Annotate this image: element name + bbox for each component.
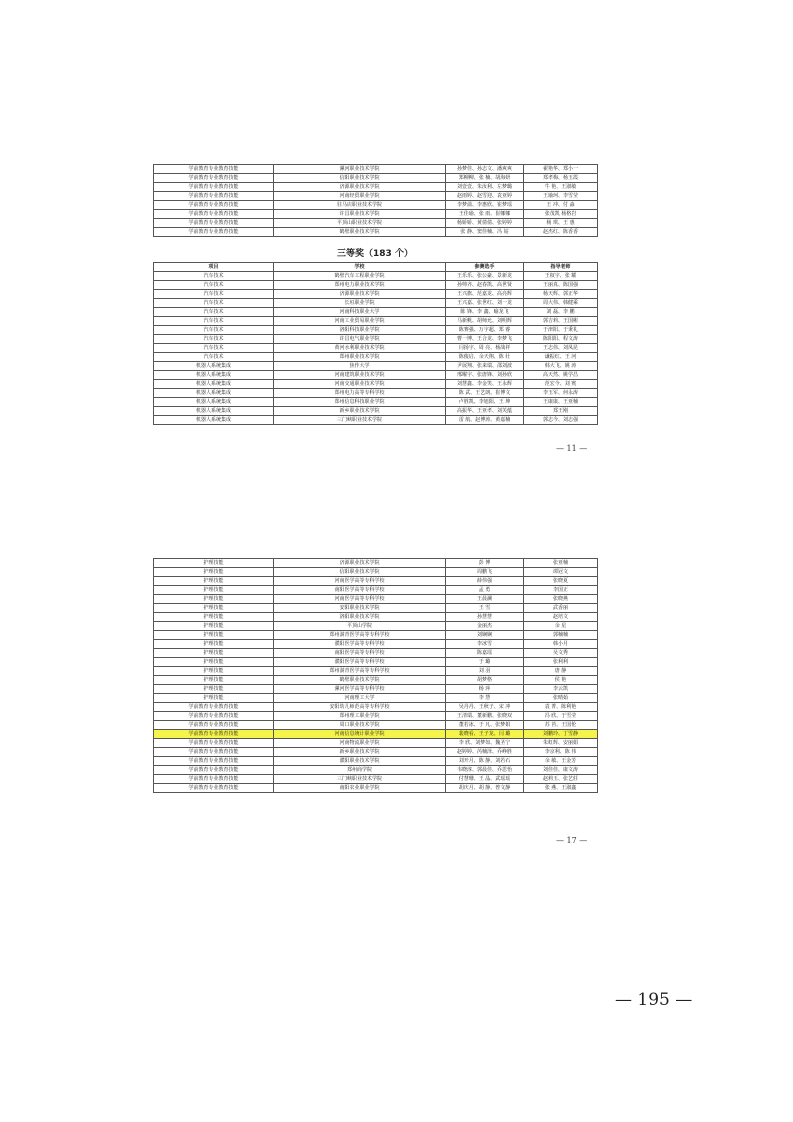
cell-project: 汽车技术 [154, 272, 274, 281]
cell-instructors: 赵杰红、陈香香 [524, 228, 598, 237]
cell-school: 焦作大学 [274, 362, 446, 371]
cell-instructors: 张晓燕 [524, 595, 598, 604]
cell-instructors: 朱虹辉、安丽娟 [524, 739, 598, 748]
cell-instructors: 郭吉莉、王国彬 [524, 317, 598, 326]
cell-instructors: 牛 艳、王淑敏 [524, 183, 598, 192]
cell-project: 学前教育专业教育技能 [154, 228, 274, 237]
table-row [154, 622, 598, 631]
table-row [154, 165, 598, 174]
cell-instructors: 谭冠文 [524, 568, 598, 577]
table-row [154, 586, 598, 595]
cell-school: 周口职业技术学院 [274, 721, 446, 730]
cell-instructors: 余 敏、王金芳 [524, 757, 598, 766]
cell-contestants: 董若冰、于 凡、张梦娟 [446, 721, 524, 730]
cell-school: 新乡职业技术学院 [274, 407, 446, 416]
table-row [154, 290, 598, 299]
table-row [154, 658, 598, 667]
cell-contestants: 刘壹壹、朱汝利、左梦璐 [446, 183, 524, 192]
cell-project: 护理技能 [154, 649, 274, 658]
table-row [154, 721, 598, 730]
table-header-row [154, 263, 598, 272]
cell-school: 鹤壁职业技术学院 [274, 228, 446, 237]
table-row [154, 353, 598, 362]
cell-project: 护理技能 [154, 595, 274, 604]
cell-project: 学前教育专业教育技能 [154, 730, 274, 739]
header-project: 项目 [154, 263, 274, 272]
cell-school: 河南科技职业大学 [274, 308, 446, 317]
table-row [154, 730, 598, 739]
table-row [154, 748, 598, 757]
table-row [154, 712, 598, 721]
cell-instructors: 苏 苔、王国伦 [524, 721, 598, 730]
cell-contestants: 陈嘉瑶 [446, 649, 524, 658]
cell-project: 机器人系统集成 [154, 389, 274, 398]
cell-instructors: 李京利、陈 伟 [524, 748, 598, 757]
cell-school: 信阳职业技术学院 [274, 568, 446, 577]
cell-instructors: 王志伟、刘凤昆 [524, 344, 598, 353]
cell-project: 护理技能 [154, 685, 274, 694]
table-row [154, 568, 598, 577]
cell-contestants: 孙梦佳、孙志文、潘爽爽 [446, 165, 524, 174]
cell-school: 南阳医学高等专科学校 [274, 586, 446, 595]
cell-contestants: 陈 武、王艺朗、崔博文 [446, 389, 524, 398]
cell-school: 河南医学高等专科学校 [274, 595, 446, 604]
cell-school: 漯河医学高等专科学校 [274, 685, 446, 694]
cell-school: 黄河水利职业技术学院 [274, 344, 446, 353]
cell-school: 南阳医学高等专科学校 [274, 649, 446, 658]
cell-contestants: 雷 航、赵博涛、黄嘉楠 [446, 416, 524, 425]
cell-project: 汽车技术 [154, 344, 274, 353]
table-row [154, 335, 598, 344]
cell-school: 驻马店职业技术学院 [274, 201, 446, 210]
cell-instructors: 于津阳、于秉礼 [524, 326, 598, 335]
cell-instructors: 张利利 [524, 658, 598, 667]
cell-contestants: 王 雪 [446, 604, 524, 613]
cell-school: 洛阳科技职业学院 [274, 326, 446, 335]
cell-instructors: 范宏今、刘 賓 [524, 380, 598, 389]
table-row [154, 210, 598, 219]
cell-contestants: 刘开月、陈 静、刘若石 [446, 757, 524, 766]
table-row [154, 317, 598, 326]
cell-school: 许昌职业技术学院 [274, 210, 446, 219]
cell-project: 学前教育专业教育技能 [154, 721, 274, 730]
cell-project: 护理技能 [154, 577, 274, 586]
table-row [154, 739, 598, 748]
cell-school: 平顶山学院 [274, 622, 446, 631]
cell-instructors: 吴文秀 [524, 649, 598, 658]
cell-instructors: 杨天辉、郭正华 [524, 290, 598, 299]
cell-instructors: 赵培文 [524, 613, 598, 622]
cell-instructors: 王康康、王亚楠 [524, 398, 598, 407]
table-row [154, 676, 598, 685]
cell-instructors: 高天然、姚学昌 [524, 371, 598, 380]
cell-school: 郑州电力高等专科学校 [274, 389, 446, 398]
table-row [154, 757, 598, 766]
cell-contestants: 孙慧慧 [446, 613, 524, 622]
cell-project: 护理技能 [154, 694, 274, 703]
table-row [154, 389, 598, 398]
cell-project: 护理技能 [154, 622, 274, 631]
cell-project: 学前教育专业教育技能 [154, 712, 274, 721]
cell-contestants: 刘娴娴 [446, 631, 524, 640]
cell-school: 信阳职业技术学院 [274, 174, 446, 183]
cell-school: 平顶山职业技术学院 [274, 219, 446, 228]
cell-school: 漯河职业技术学院 [274, 165, 446, 174]
table-row [154, 685, 598, 694]
table-row [154, 784, 598, 793]
cell-project: 汽车技术 [154, 353, 274, 362]
cell-school: 安阳职业技术学院 [274, 604, 446, 613]
third-prize-table [153, 262, 598, 425]
cell-school: 洛阳职业技术学院 [274, 613, 446, 622]
cell-contestants: 郑柳柳、张 楠、胡海妍 [446, 174, 524, 183]
cell-school: 濮阳医学高等专科学校 [274, 640, 446, 649]
cell-school: 济源职业技术学院 [274, 559, 446, 568]
cell-contestants: 王清瑞、董新鹏、张晓双 [446, 712, 524, 721]
cell-school: 三门峡职业技术学院 [274, 775, 446, 784]
cell-school: 新乡职业技术学院 [274, 748, 446, 757]
cell-contestants: 杨 萍 [446, 685, 524, 694]
table-row [154, 595, 598, 604]
cell-instructors: 赵莉玉、张艺莊 [524, 775, 598, 784]
cell-contestants: 张 静、窦佳楠、冯 姑 [446, 228, 524, 237]
cell-project: 学前教育专业教育技能 [154, 210, 274, 219]
cell-school: 河南医学高等专科学校 [274, 577, 446, 586]
table-row [154, 371, 598, 380]
table-row [154, 228, 598, 237]
cell-instructors: 张茂凯 杨格岩 [524, 210, 598, 219]
cell-project: 汽车技术 [154, 299, 274, 308]
cell-instructors: 陈阳阳、程文涛 [524, 335, 598, 344]
cell-instructors: 翟艳华、郑小一 [524, 165, 598, 174]
cell-instructors: 王权宇、张 耀 [524, 272, 598, 281]
cell-school: 南阳农业职业学院 [274, 784, 446, 793]
table-row [154, 559, 598, 568]
cell-school: 郑州职业技术学院 [274, 353, 446, 362]
table-row [154, 407, 598, 416]
cell-instructors: 郑王刚 [524, 407, 598, 416]
table-row [154, 631, 598, 640]
cell-instructors: 刘鹏玲、丁雪静 [524, 730, 598, 739]
cell-project: 学前教育专业教育技能 [154, 766, 274, 775]
cell-contestants: 尹展翔、张来瑞、邵刘波 [446, 362, 524, 371]
table-row [154, 201, 598, 210]
table-row [154, 667, 598, 676]
cell-instructors: 张晓夏 [524, 577, 598, 586]
cell-project: 汽车技术 [154, 317, 274, 326]
cell-contestants: 曹一博、王合龙、李梦飞 [446, 335, 524, 344]
cell-school: 郑州澍青医学高等专科学校 [274, 631, 446, 640]
header-instructors: 指导老师 [524, 263, 598, 272]
table-row [154, 183, 598, 192]
cell-contestants: 马新帆、胡师允、刘明辉 [446, 317, 524, 326]
cell-contestants: 周鹏飞 [446, 568, 524, 577]
cell-school: 河南经贸职业学院 [274, 192, 446, 201]
cell-contestants: 杨娇娇、黄倩倩、张婷婷 [446, 219, 524, 228]
cell-school: 鹤壁职业技术学院 [274, 676, 446, 685]
cell-contestants: 赵婷婷、芮楠泽、乔峥胜 [446, 748, 524, 757]
cell-school: 郑州信息科技职业学院 [274, 398, 446, 407]
table-row [154, 192, 598, 201]
cell-school: 河南物流职业学院 [274, 739, 446, 748]
cell-school: 许昌电气职业学院 [274, 335, 446, 344]
cell-instructors: 武香丽 [524, 604, 598, 613]
cell-project: 汽车技术 [154, 290, 274, 299]
cell-instructors: 李云凯 [524, 685, 598, 694]
cell-project: 汽车技术 [154, 335, 274, 344]
cell-school: 济源职业技术学院 [274, 183, 446, 192]
cell-contestants: 陈赛强、万宇超、郑 睿 [446, 326, 524, 335]
cell-school: 濮阳职业技术学院 [274, 757, 446, 766]
cell-instructors: 谦振红、王 河 [524, 353, 598, 362]
cell-contestants: 王乐乐、张公豪、景新龙 [446, 272, 524, 281]
cell-project: 汽车技术 [154, 308, 274, 317]
cell-contestants: 高振华、王亚孝、刘芙蕴 [446, 407, 524, 416]
cell-project: 学前教育专业教育技能 [154, 219, 274, 228]
cell-project: 学前教育专业教育技能 [154, 775, 274, 784]
cell-contestants: 邢曜宇、张唐锋、刘孙欣 [446, 371, 524, 380]
cell-project: 护理技能 [154, 667, 274, 676]
cell-instructors: 刘 磊、李 鹏 [524, 308, 598, 317]
cell-project: 学前教育专业教育技能 [154, 748, 274, 757]
cell-contestants: 金丽杰 [446, 622, 524, 631]
cell-contestants: 陈 锋、李 鑫、喻龙飞 [446, 308, 524, 317]
cell-contestants: 李 欣、刘梦如、魏圣宁 [446, 739, 524, 748]
cell-project: 学前教育专业教育技能 [154, 192, 274, 201]
cell-project: 护理技能 [154, 604, 274, 613]
cell-school: 河南信息统计职业学院 [274, 730, 446, 739]
cell-instructors: 余 星 [524, 622, 598, 631]
header-school: 学校 [274, 263, 446, 272]
cell-school: 郑州澍青医学高等专科学校 [274, 667, 446, 676]
table-row [154, 281, 598, 290]
table-row [154, 380, 598, 389]
cell-school: 河南交通职业技术学院 [274, 380, 446, 389]
cell-project: 汽车技术 [154, 281, 274, 290]
cell-project: 学前教育专业教育技能 [154, 174, 274, 183]
table-row [154, 272, 598, 281]
table-row [154, 766, 598, 775]
cell-instructors: 李玉军、何永涛 [524, 389, 598, 398]
cell-school: 河南建筑职业技术学院 [274, 371, 446, 380]
cell-school: 三门峡职业技术学院 [274, 416, 446, 425]
table-row [154, 577, 598, 586]
cell-contestants: 陈俊启、余天翔、陈 壮 [446, 353, 524, 362]
cell-instructors: 刘佳佳、康文涛 [524, 766, 598, 775]
cell-project: 护理技能 [154, 658, 274, 667]
cell-project: 机器人系统集成 [154, 380, 274, 389]
table-row [154, 299, 598, 308]
cell-school: 河南工业贸易职业学院 [274, 317, 446, 326]
cell-project: 学前教育专业教育技能 [154, 201, 274, 210]
cell-school: 郑州电力职业技术学院 [274, 281, 446, 290]
cell-school: 郑州理工职业学院 [274, 712, 446, 721]
cell-project: 护理技能 [154, 559, 274, 568]
cell-project: 护理技能 [154, 676, 274, 685]
table-row [154, 703, 598, 712]
header-contestants: 参赛选手 [446, 263, 524, 272]
award-table-continued [153, 164, 598, 237]
cell-project: 学前教育专业教育技能 [154, 739, 274, 748]
cell-school: 济源职业技术学院 [274, 290, 446, 299]
cell-instructors: 王瑜珂、李雪莹 [524, 192, 598, 201]
cell-contestants: 韦晓淳、郭晨佳、乔思怡 [446, 766, 524, 775]
cell-project: 机器人系统集成 [154, 416, 274, 425]
cell-instructors: 王 冲、付 淼 [524, 201, 598, 210]
cell-project: 学前教育专业教育技能 [154, 757, 274, 766]
cell-contestants: 付慧珊、王 晶、武瑶瑶 [446, 775, 524, 784]
cell-instructors: 冯 欣、于雪莹 [524, 712, 598, 721]
cell-contestants: 李梦溢、李惠欣、崔梦瑶 [446, 201, 524, 210]
cell-project: 护理技能 [154, 586, 274, 595]
cell-project: 护理技能 [154, 631, 274, 640]
cell-instructors: 韩大飞、姚 涛 [524, 362, 598, 371]
cell-contestants: 薛伟强 [446, 577, 524, 586]
cell-contestants: 王佳瑜、张 雨、崔娜娜 [446, 210, 524, 219]
cell-contestants: 孟 勇 [446, 586, 524, 595]
cell-project: 学前教育专业教育技能 [154, 165, 274, 174]
table-row [154, 649, 598, 658]
cell-school: 河南理工大学 [274, 694, 446, 703]
cell-school: 鹤壁汽车工程职业学院 [274, 272, 446, 281]
cell-project: 学前教育专业教育技能 [154, 183, 274, 192]
award-table-page-17 [153, 558, 598, 793]
table-row [154, 694, 598, 703]
cell-school: 长垣职业学院 [274, 299, 446, 308]
table-row [154, 613, 598, 622]
cell-contestants: 李冰雪 [446, 640, 524, 649]
cell-contestants: 裴晓看、王子龙、闫 璐 [446, 730, 524, 739]
cell-instructors: 李国正 [524, 586, 598, 595]
table-row [154, 362, 598, 371]
table-row [154, 398, 598, 407]
table-row [154, 308, 598, 317]
cell-contestants: 闫扬宇、周 亮、杨战祥 [446, 344, 524, 353]
cell-contestants: 王兴旗、范嘉龙、高亮辉 [446, 290, 524, 299]
cell-project: 机器人系统集成 [154, 371, 274, 380]
cell-instructors: 张亚楠 [524, 559, 598, 568]
table-row [154, 174, 598, 183]
table-row [154, 604, 598, 613]
cell-contestants: 赵雨婷、赵雪迎、袁亚婷 [446, 192, 524, 201]
cell-instructors: 张 燕、王淑鑫 [524, 784, 598, 793]
cell-instructors: 郑孝梅、杨玉霞 [524, 174, 598, 183]
cell-project: 汽车技术 [154, 326, 274, 335]
cell-instructors: 侯 艳 [524, 676, 598, 685]
cell-contestants: 刘慧鑫、李金笑、王永辉 [446, 380, 524, 389]
cell-project: 机器人系统集成 [154, 407, 274, 416]
cell-project: 护理技能 [154, 568, 274, 577]
cell-instructors: 唐 静 [524, 667, 598, 676]
cell-contestants: 李 慧 [446, 694, 524, 703]
cell-contestants: 吴丹丹、王秋子、宋 冲 [446, 703, 524, 712]
cell-project: 学前教育专业教育技能 [154, 784, 274, 793]
cell-contestants: 胡梦格 [446, 676, 524, 685]
cell-school: 濮阳医学高等专科学校 [274, 658, 446, 667]
cell-instructors: 周大伟、韩健乘 [524, 299, 598, 308]
page-number-195: — 195 — [615, 990, 693, 1010]
cell-school: 安阳幼儿师范高等专科学校 [274, 703, 446, 712]
cell-instructors: 郭楠楠 [524, 631, 598, 640]
cell-instructors: 张晴茹 [524, 694, 598, 703]
table-row [154, 416, 598, 425]
cell-project: 学前教育专业教育技能 [154, 703, 274, 712]
cell-contestants: 于 璐 [446, 658, 524, 667]
cell-contestants: 孙帅齐、赵春凯、高世贤 [446, 281, 524, 290]
table-row [154, 344, 598, 353]
cell-school: 郑州商学院 [274, 766, 446, 775]
third-prize-title: 三等奖（183 个） [337, 249, 413, 259]
page-number-17: — 17 — [556, 836, 588, 845]
table-row [154, 640, 598, 649]
cell-instructors: 袁 菁、陈利艳 [524, 703, 598, 712]
cell-project: 机器人系统集成 [154, 362, 274, 371]
cell-contestants: 王晨澜 [446, 595, 524, 604]
cell-instructors: 王丽真、陈国强 [524, 281, 598, 290]
table-row [154, 775, 598, 784]
cell-instructors: 郭志今、刘志强 [524, 416, 598, 425]
cell-project: 护理技能 [154, 613, 274, 622]
cell-contestants: 王兴嘉、张世红、刘一龙 [446, 299, 524, 308]
table-row [154, 219, 598, 228]
cell-instructors: 韩小月 [524, 640, 598, 649]
cell-project: 机器人系统集成 [154, 398, 274, 407]
page-number-11: — 11 — [556, 444, 588, 453]
cell-contestants: 彭 博 [446, 559, 524, 568]
cell-project: 护理技能 [154, 640, 274, 649]
cell-contestants: 胡庆月、胡 静、曾文静 [446, 784, 524, 793]
cell-contestants: 刘 羽 [446, 667, 524, 676]
cell-instructors: 杨 琪、王 惠 [524, 219, 598, 228]
table-row [154, 326, 598, 335]
cell-contestants: 卢胜凯、李旭阳、王 坤 [446, 398, 524, 407]
